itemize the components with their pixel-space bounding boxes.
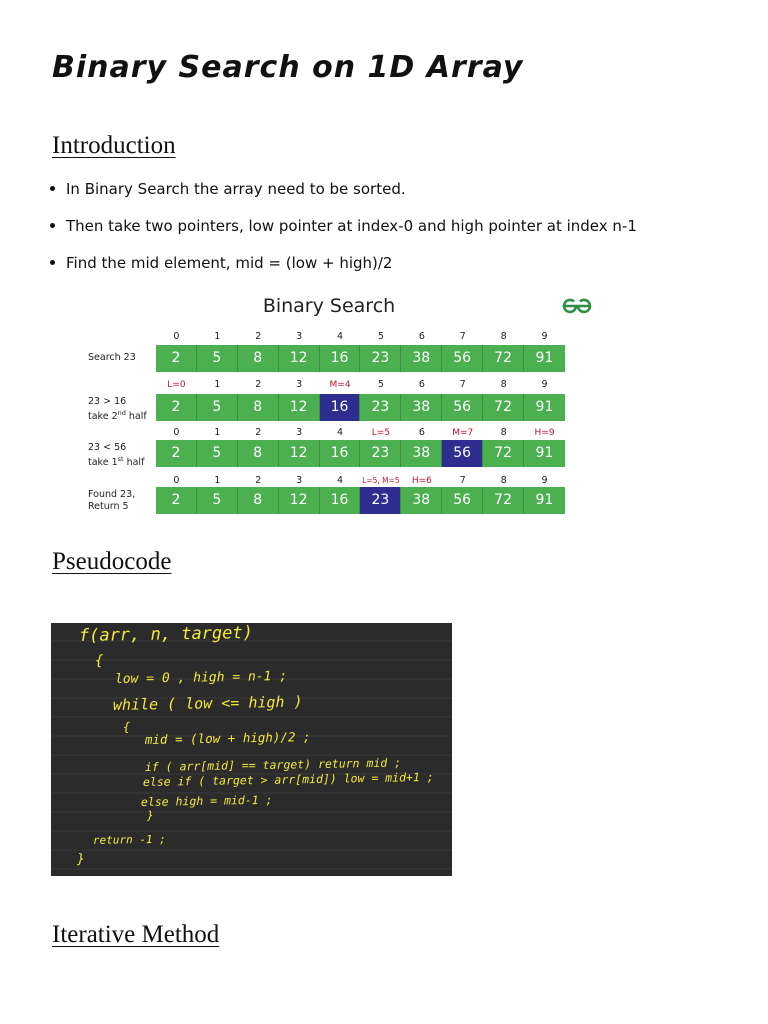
array-cell: 2 bbox=[156, 345, 197, 372]
array-cell: 12 bbox=[279, 345, 320, 372]
array-cell: 56 bbox=[442, 394, 483, 421]
intro-bullet-list bbox=[48, 178, 637, 289]
bullet-text: Then take two pointers, low pointer at index-0 and high pointer at index n-1 bbox=[66, 217, 637, 235]
array-row bbox=[156, 487, 565, 514]
array-cell: 72 bbox=[483, 394, 524, 421]
bullet-text: In Binary Search the array need to be sorted. bbox=[66, 180, 406, 198]
pseudocode-line: if ( arr[mid] == target) return mid ; bbox=[144, 755, 402, 774]
section-heading-iterative-method: Iterative Method bbox=[52, 921, 220, 948]
row-label-line2: take 1st half bbox=[88, 455, 145, 469]
array-cell: 12 bbox=[279, 394, 320, 421]
array-row bbox=[156, 394, 565, 421]
index-label: 4 bbox=[337, 331, 344, 342]
index-label: 2 bbox=[255, 475, 262, 486]
array-cell: 91 bbox=[524, 345, 565, 372]
index-label: 1 bbox=[214, 475, 221, 486]
pseudocode-line: } bbox=[76, 851, 85, 867]
index-label: 6 bbox=[418, 427, 425, 438]
array-cell: 56 bbox=[442, 345, 483, 372]
pointer-label: L=5 bbox=[371, 428, 391, 438]
index-label: 3 bbox=[296, 379, 303, 390]
bullet-dot-icon bbox=[50, 260, 55, 265]
index-label: 8 bbox=[500, 379, 507, 390]
pseudocode-line: return -1 ; bbox=[92, 832, 166, 847]
index-label: 3 bbox=[296, 331, 303, 342]
array-cell: 8 bbox=[238, 394, 279, 421]
array-cell: 16 bbox=[320, 440, 361, 467]
index-label: 4 bbox=[337, 427, 344, 438]
pseudocode-svg bbox=[51, 623, 452, 876]
array-cell: 5 bbox=[197, 345, 238, 372]
index-label: 4 bbox=[337, 475, 344, 486]
array-cell: 72 bbox=[483, 487, 524, 514]
index-label: 3 bbox=[296, 475, 303, 486]
index-label: 2 bbox=[255, 331, 262, 342]
pointer-label: M=7 bbox=[452, 428, 474, 438]
array-cell: 23 bbox=[360, 440, 401, 467]
bullet-text: Find the mid element, mid = (low + high)/2 bbox=[66, 254, 393, 272]
array-cell: 2 bbox=[156, 487, 197, 514]
array-cell: 16 bbox=[320, 345, 361, 372]
pseudocode-blackboard bbox=[51, 623, 452, 876]
index-label: 2 bbox=[255, 379, 262, 390]
array-cell-mid: 16 bbox=[320, 394, 361, 421]
index-label: 8 bbox=[500, 427, 507, 438]
index-label: 1 bbox=[214, 379, 221, 390]
bullet-item bbox=[48, 178, 637, 215]
index-label: 9 bbox=[541, 475, 548, 486]
index-label: 1 bbox=[214, 331, 221, 342]
array-cell: 8 bbox=[238, 345, 279, 372]
row-label-line2: Return 5 bbox=[88, 501, 129, 512]
array-cell: 38 bbox=[401, 487, 442, 514]
index-label: 9 bbox=[541, 379, 548, 390]
index-label: 8 bbox=[500, 331, 507, 342]
index-label: 7 bbox=[459, 475, 466, 486]
array-cell-mid: 56 bbox=[442, 440, 483, 467]
array-cell: 16 bbox=[320, 487, 361, 514]
array-cell: 91 bbox=[524, 487, 565, 514]
array-cell: 2 bbox=[156, 440, 197, 467]
gfg-logo-icon bbox=[562, 296, 592, 316]
index-label: 6 bbox=[418, 331, 425, 342]
array-cell: 38 bbox=[401, 440, 442, 467]
array-cell: 5 bbox=[197, 440, 238, 467]
pseudocode-line: low = 0 , high = n-1 ; bbox=[114, 668, 288, 687]
index-label: 8 bbox=[500, 475, 507, 486]
array-cell: 5 bbox=[197, 394, 238, 421]
pseudocode-line: else if ( target > arr[mid]) low = mid+1 ; bbox=[142, 769, 434, 789]
bullet-item bbox=[48, 252, 637, 289]
array-cell: 12 bbox=[279, 487, 320, 514]
pointer-label: H=9 bbox=[534, 428, 555, 438]
index-label: 2 bbox=[255, 427, 262, 438]
array-cell: 5 bbox=[197, 487, 238, 514]
pseudocode-line: f(arr, n, target) bbox=[78, 623, 254, 646]
bullet-dot-icon bbox=[50, 223, 55, 228]
array-cell: 91 bbox=[524, 440, 565, 467]
index-label: 7 bbox=[459, 331, 466, 342]
row-label-line1: Found 23, bbox=[88, 489, 136, 500]
pseudocode-line: mid = (low + high)/2 ; bbox=[144, 729, 311, 747]
index-label: 0 bbox=[173, 331, 180, 342]
array-cell: 38 bbox=[401, 394, 442, 421]
array-row bbox=[156, 440, 565, 467]
index-label: 0 bbox=[173, 427, 180, 438]
array-cell: 72 bbox=[483, 440, 524, 467]
pseudocode-line: else high = mid-1 ; bbox=[140, 792, 273, 809]
pseudocode-line: { bbox=[94, 652, 104, 669]
array-cell: 23 bbox=[360, 345, 401, 372]
array-cell: 38 bbox=[401, 345, 442, 372]
array-cell: 72 bbox=[483, 345, 524, 372]
pointer-label: L=0 bbox=[167, 380, 186, 390]
array-cell-mid: 23 bbox=[360, 487, 401, 514]
index-label: 0 bbox=[173, 475, 180, 486]
index-label: 3 bbox=[296, 427, 303, 438]
index-label: 7 bbox=[459, 379, 466, 390]
section-heading-introduction: Introduction bbox=[52, 132, 176, 159]
row-label-line2: take 2nd half bbox=[88, 409, 147, 423]
pointer-label: L=5, M=5 bbox=[362, 476, 400, 485]
bullet-dot-icon bbox=[50, 186, 55, 191]
index-label: 1 bbox=[214, 427, 221, 438]
index-label: 5 bbox=[377, 379, 384, 390]
pointer-label: H=6 bbox=[411, 476, 432, 486]
array-cell: 23 bbox=[360, 394, 401, 421]
array-cell: 8 bbox=[238, 440, 279, 467]
binary-search-diagram bbox=[84, 290, 604, 520]
pseudocode-line: { bbox=[122, 719, 131, 734]
array-cell: 2 bbox=[156, 394, 197, 421]
row-label-line1: 23 > 16 bbox=[88, 396, 127, 407]
bullet-item bbox=[48, 215, 637, 252]
array-cell: 8 bbox=[238, 487, 279, 514]
page-title: Binary Search on 1D Array bbox=[52, 50, 524, 85]
array-cell: 12 bbox=[279, 440, 320, 467]
row-label-line1: 23 < 56 bbox=[88, 442, 127, 453]
array-row bbox=[156, 345, 565, 372]
pointer-label: M=4 bbox=[329, 380, 351, 390]
array-cell: 91 bbox=[524, 394, 565, 421]
index-label: 6 bbox=[418, 379, 425, 390]
index-label: 5 bbox=[377, 331, 384, 342]
pseudocode-line: } bbox=[146, 808, 154, 822]
array-cell: 56 bbox=[442, 487, 483, 514]
row-label-line1: Search 23 bbox=[88, 352, 136, 363]
pseudocode-line: while ( low <= high ) bbox=[112, 692, 303, 714]
diagram-title: Binary Search bbox=[262, 295, 396, 317]
index-label: 9 bbox=[541, 331, 548, 342]
section-heading-pseudocode: Pseudocode bbox=[52, 548, 172, 575]
